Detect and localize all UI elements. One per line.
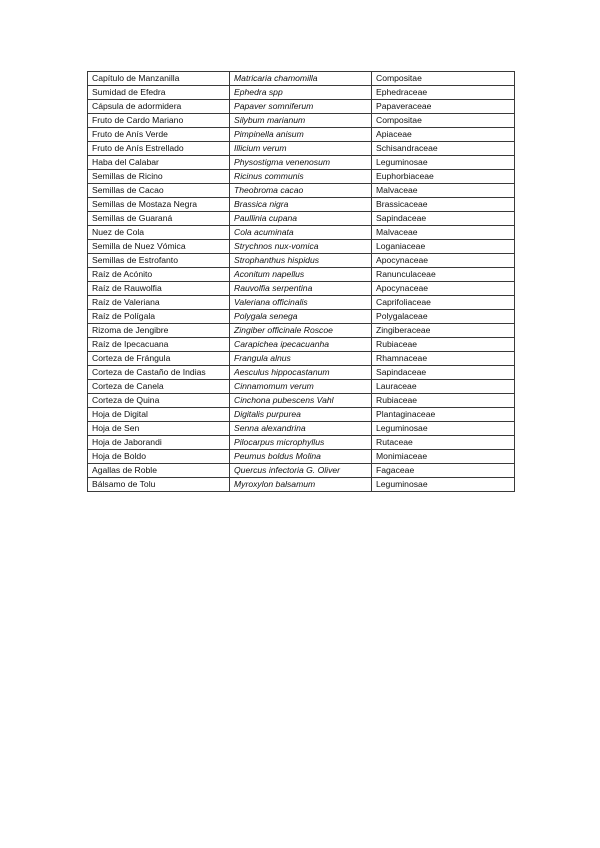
species-cell: Aesculus hippocastanum: [230, 366, 372, 380]
family-cell: Fagaceae: [372, 464, 515, 478]
family-cell: Leguminosae: [372, 422, 515, 436]
drug-name-cell: Corteza de Quina: [88, 394, 230, 408]
drug-name-cell: Raíz de Polígala: [88, 310, 230, 324]
table-row: [88, 352, 515, 366]
family-cell: Rutaceae: [372, 436, 515, 450]
drug-name-cell: Semillas de Cacao: [88, 184, 230, 198]
drug-name-cell: Semillas de Estrofanto: [88, 254, 230, 268]
drug-name-cell: Capítulo de Manzanilla: [88, 72, 230, 86]
drug-name-cell: Hoja de Jaborandi: [88, 436, 230, 450]
drug-name-cell: Hoja de Boldo: [88, 450, 230, 464]
species-cell: Rauvolfia serpentina: [230, 282, 372, 296]
table-row: [88, 394, 515, 408]
family-cell: Euphorbiaceae: [372, 170, 515, 184]
table-row: [88, 436, 515, 450]
drug-name-cell: Corteza de Canela: [88, 380, 230, 394]
table-row: [88, 338, 515, 352]
drug-name-cell: Rizoma de Jengibre: [88, 324, 230, 338]
table-row: [88, 310, 515, 324]
table-row: [88, 240, 515, 254]
species-cell: Frangula alnus: [230, 352, 372, 366]
drug-name-cell: Semillas de Guaraná: [88, 212, 230, 226]
drug-name-cell: Fruto de Anís Estrellado: [88, 142, 230, 156]
table-row: [88, 254, 515, 268]
species-cell: Silybum marianum: [230, 114, 372, 128]
family-cell: Malvaceae: [372, 184, 515, 198]
table-row: [88, 408, 515, 422]
species-cell: Physostigma venenosum: [230, 156, 372, 170]
species-cell: Pimpinella anisum: [230, 128, 372, 142]
family-cell: Papaveraceae: [372, 100, 515, 114]
family-cell: Ranunculaceae: [372, 268, 515, 282]
table-row: [88, 282, 515, 296]
table-row: [88, 72, 515, 86]
family-cell: Apocynaceae: [372, 254, 515, 268]
table-row: [88, 114, 515, 128]
family-cell: Rubiaceae: [372, 338, 515, 352]
family-cell: Caprifoliaceae: [372, 296, 515, 310]
species-cell: Myroxylon balsamum: [230, 478, 372, 492]
family-cell: Apocynaceae: [372, 282, 515, 296]
table-row: [88, 212, 515, 226]
family-cell: Sapindaceae: [372, 366, 515, 380]
table-row: [88, 366, 515, 380]
species-cell: Aconitum napellus: [230, 268, 372, 282]
species-cell: Senna alexandrina: [230, 422, 372, 436]
family-cell: Brassicaceae: [372, 198, 515, 212]
table-row: [88, 268, 515, 282]
species-cell: Polygala senega: [230, 310, 372, 324]
table-row: [88, 324, 515, 338]
species-cell: Quercus infectoria G. Oliver: [230, 464, 372, 478]
table-row: [88, 184, 515, 198]
family-cell: Malvaceae: [372, 226, 515, 240]
species-cell: Valeriana officinalis: [230, 296, 372, 310]
table-row: [88, 170, 515, 184]
drug-name-cell: Fruto de Anís Verde: [88, 128, 230, 142]
drug-name-cell: Raíz de Valeriana: [88, 296, 230, 310]
family-cell: Leguminosae: [372, 478, 515, 492]
species-cell: Strychnos nux-vomica: [230, 240, 372, 254]
table-row: [88, 156, 515, 170]
table-row: [88, 464, 515, 478]
family-cell: Leguminosae: [372, 156, 515, 170]
species-cell: Papaver somniferum: [230, 100, 372, 114]
drug-name-cell: Bálsamo de Tolu: [88, 478, 230, 492]
family-cell: Rhamnaceae: [372, 352, 515, 366]
drug-name-cell: Corteza de Castaño de Indias: [88, 366, 230, 380]
table-row: [88, 296, 515, 310]
species-cell: Brassica nigra: [230, 198, 372, 212]
drug-name-cell: Cápsula de adormidera: [88, 100, 230, 114]
family-cell: Lauraceae: [372, 380, 515, 394]
drug-name-cell: Raíz de Rauwolfia: [88, 282, 230, 296]
family-cell: Apiaceae: [372, 128, 515, 142]
drug-name-cell: Raíz de Acónito: [88, 268, 230, 282]
drug-name-cell: Sumidad de Efedra: [88, 86, 230, 100]
species-cell: Pilocarpus microphyllus: [230, 436, 372, 450]
drug-name-cell: Semillas de Mostaza Negra: [88, 198, 230, 212]
drug-name-cell: Semillas de Ricino: [88, 170, 230, 184]
drug-name-cell: Agallas de Roble: [88, 464, 230, 478]
family-cell: Loganiaceae: [372, 240, 515, 254]
table-row: [88, 478, 515, 492]
table-row: [88, 128, 515, 142]
family-cell: Monimiaceae: [372, 450, 515, 464]
family-cell: Plantaginaceae: [372, 408, 515, 422]
drug-name-cell: Hoja de Digital: [88, 408, 230, 422]
species-cell: Peumus boldus Molina: [230, 450, 372, 464]
drug-name-cell: Fruto de Cardo Mariano: [88, 114, 230, 128]
family-cell: Compositae: [372, 114, 515, 128]
drug-name-cell: Corteza de Frángula: [88, 352, 230, 366]
table-row: [88, 86, 515, 100]
species-cell: Paullinia cupana: [230, 212, 372, 226]
species-cell: Theobroma cacao: [230, 184, 372, 198]
table-row: [88, 422, 515, 436]
drug-name-cell: Semilla de Nuez Vómica: [88, 240, 230, 254]
species-cell: Cinchona pubescens Vahl: [230, 394, 372, 408]
species-cell: Illicium verum: [230, 142, 372, 156]
drug-name-cell: Hoja de Sen: [88, 422, 230, 436]
drug-name-cell: Raíz de Ipecacuana: [88, 338, 230, 352]
drug-name-cell: Nuez de Cola: [88, 226, 230, 240]
family-cell: Compositae: [372, 72, 515, 86]
table-row: [88, 198, 515, 212]
table-row: [88, 380, 515, 394]
species-cell: Ricinus communis: [230, 170, 372, 184]
species-cell: Zingiber officinale Roscoe: [230, 324, 372, 338]
family-cell: Sapindaceae: [372, 212, 515, 226]
drug-name-cell: Haba del Calabar: [88, 156, 230, 170]
species-cell: Strophanthus hispidus: [230, 254, 372, 268]
species-cell: Cinnamomum verum: [230, 380, 372, 394]
species-cell: Matricaria chamomilla: [230, 72, 372, 86]
table-row: [88, 450, 515, 464]
family-cell: Zingiberaceae: [372, 324, 515, 338]
table-row: [88, 100, 515, 114]
species-cell: Digitalis purpurea: [230, 408, 372, 422]
table-row: [88, 142, 515, 156]
family-cell: Ephedraceae: [372, 86, 515, 100]
drug-table-body: [88, 72, 515, 492]
species-cell: Ephedra spp: [230, 86, 372, 100]
family-cell: Schisandraceae: [372, 142, 515, 156]
table-row: [88, 226, 515, 240]
family-cell: Polygalaceae: [372, 310, 515, 324]
drug-table: [87, 71, 515, 492]
family-cell: Rubiaceae: [372, 394, 515, 408]
species-cell: Carapichea ipecacuanha: [230, 338, 372, 352]
species-cell: Cola acuminata: [230, 226, 372, 240]
